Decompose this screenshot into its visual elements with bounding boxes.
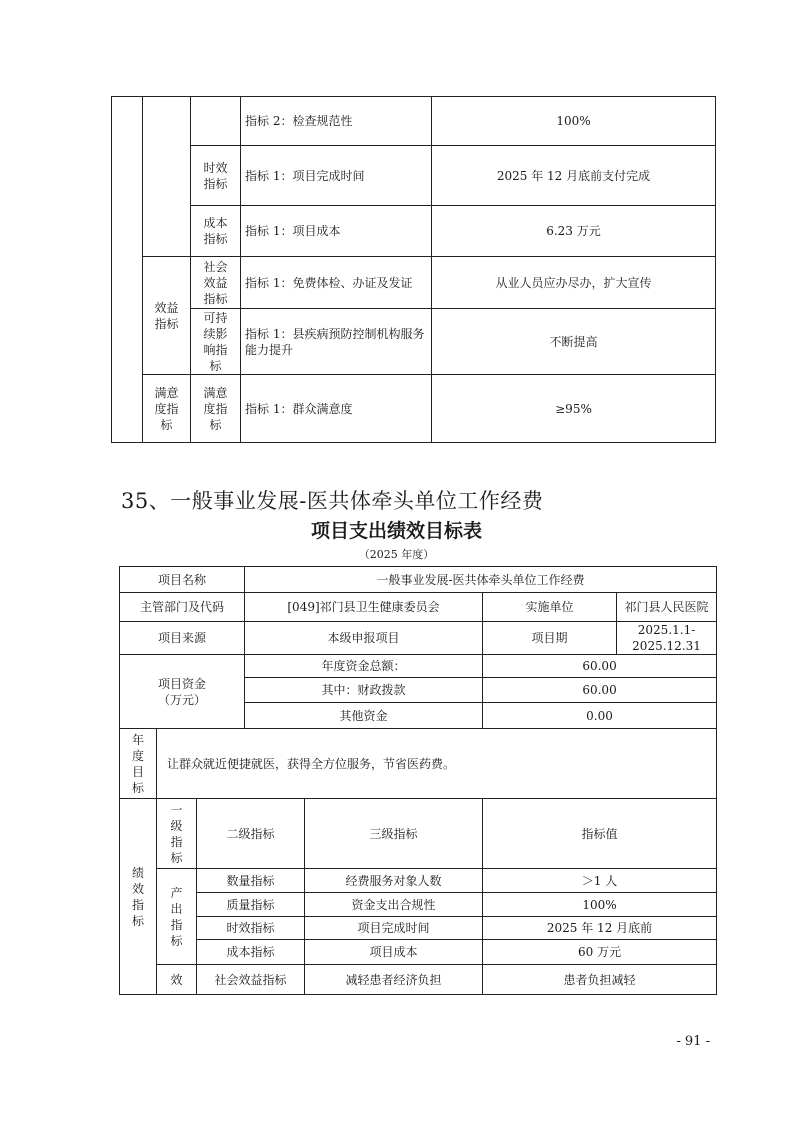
performance-target-table	[119, 566, 717, 995]
project-period-value: 2025.1.1-2025.12.31	[617, 622, 717, 655]
performance-indicator-label	[120, 799, 157, 995]
performance-indicator-label-text: 绩效指标	[131, 865, 144, 928]
outer-category-cell	[112, 97, 143, 443]
indicator-value-cell: 2025 年 12 月底前	[483, 917, 717, 940]
fund-fiscal-value: 60.00	[483, 678, 717, 703]
category-label: 满意度指标	[154, 385, 179, 432]
page-number: - 91 -	[676, 1034, 710, 1049]
benefit-indicator-label: 效	[157, 965, 197, 995]
department-label: 主管部门及代码	[120, 593, 245, 622]
sub-category-cell	[191, 206, 241, 257]
indicator-cell: 指标 1：项目完成时间	[241, 146, 432, 206]
output-indicator-label	[157, 869, 197, 965]
sub-category-label: 成本指标	[203, 216, 228, 246]
value-cell: 从业人员应办尽办，扩大宣传	[432, 257, 716, 309]
section-title: 35、一般事业发展-医共体牵头单位工作经费	[121, 489, 544, 513]
sub-category-cell	[191, 146, 241, 206]
level2-cell: 质量指标	[197, 893, 305, 917]
header-level1-text: 一级指标	[170, 802, 183, 865]
project-source-label: 项目来源	[120, 622, 245, 655]
header-value: 指标值	[483, 799, 717, 869]
level3-cell: 经费服务对象人数	[305, 869, 483, 893]
indicator-value-cell: 患者负担减轻	[483, 965, 717, 995]
value-cell: 2025 年 12 月底前支付完成	[432, 146, 716, 206]
sub-category-label: 社会效益指标	[203, 259, 228, 306]
sub-category-label: 满意度指标	[203, 385, 228, 432]
output-category-cell	[143, 97, 191, 257]
sub-category-cell	[191, 97, 241, 146]
level3-cell: 项目完成时间	[305, 917, 483, 940]
category-label: 效益指标	[154, 300, 179, 331]
fund-total-label: 年度资金总额：	[245, 655, 483, 678]
annual-goal-label	[120, 729, 157, 799]
level2-cell: 数量指标	[197, 869, 305, 893]
sub-category-label: 可持续影响指标	[203, 310, 228, 373]
annual-goal-label-text: 年度目标	[131, 732, 144, 795]
level3-cell: 减轻患者经济负担	[305, 965, 483, 995]
level2-cell: 时效指标	[197, 917, 305, 940]
indicator-table-continued	[111, 96, 716, 443]
form-title: 项目支出绩效目标表	[310, 520, 482, 542]
value-cell: ≥95%	[432, 375, 716, 443]
output-indicator-label-text: 产出指标	[170, 885, 183, 948]
header-level1	[157, 799, 197, 869]
value-cell: 6.23 万元	[432, 206, 716, 257]
sub-category-label: 时效指标	[203, 160, 228, 191]
project-name-value: 一般事业发展-医共体牵头单位工作经费	[245, 567, 717, 593]
fund-fiscal-label: 其中：财政拨款	[245, 678, 483, 703]
sub-category-cell	[191, 257, 241, 309]
indicator-cell: 指标 1：免费体检、办证及发证	[241, 257, 432, 309]
project-period-label: 项目期	[483, 622, 617, 655]
category-cell	[143, 375, 191, 443]
annual-goal-text: 让群众就近便捷就医，获得全方位服务，节省医药费。	[157, 729, 717, 799]
project-source-value: 本级申报项目	[245, 622, 483, 655]
indicator-cell: 指标 1：项目成本	[241, 206, 432, 257]
department-value: [049]祁门县卫生健康委员会	[245, 593, 483, 622]
level3-cell: 资金支出合规性	[305, 893, 483, 917]
indicator-cell: 指标 1：县疾病预防控制机构服务能力提升	[241, 309, 432, 375]
level2-cell: 成本指标	[197, 940, 305, 965]
fund-other-value: 0.00	[483, 703, 717, 729]
project-fund-label	[120, 655, 245, 729]
project-name-label: 项目名称	[120, 567, 245, 593]
indicator-value-cell: 100%	[483, 893, 717, 917]
level2-cell: 社会效益指标	[197, 965, 305, 995]
indicator-value-cell: ＞1 人	[483, 869, 717, 893]
category-cell	[143, 257, 191, 375]
sub-category-cell	[191, 375, 241, 443]
sub-category-cell	[191, 309, 241, 375]
indicator-cell: 指标 2：检查规范性	[241, 97, 432, 146]
fund-total-value: 60.00	[483, 655, 717, 678]
header-level3: 三级指标	[305, 799, 483, 869]
indicator-value-cell: 60 万元	[483, 940, 717, 965]
fund-other-label: 其他资金	[245, 703, 483, 729]
value-cell: 不断提高	[432, 309, 716, 375]
project-fund-label-line2: （万元）	[158, 692, 207, 707]
form-year: （2025 年度）	[358, 548, 435, 561]
implementing-unit-value: 祁门县人民医院	[617, 593, 717, 622]
project-fund-label-line1: 项目资金	[158, 676, 207, 691]
level3-cell: 项目成本	[305, 940, 483, 965]
header-level2: 二级指标	[197, 799, 305, 869]
indicator-cell: 指标 1：群众满意度	[241, 375, 432, 443]
value-cell: 100%	[432, 97, 716, 146]
implementing-unit-label: 实施单位	[483, 593, 617, 622]
